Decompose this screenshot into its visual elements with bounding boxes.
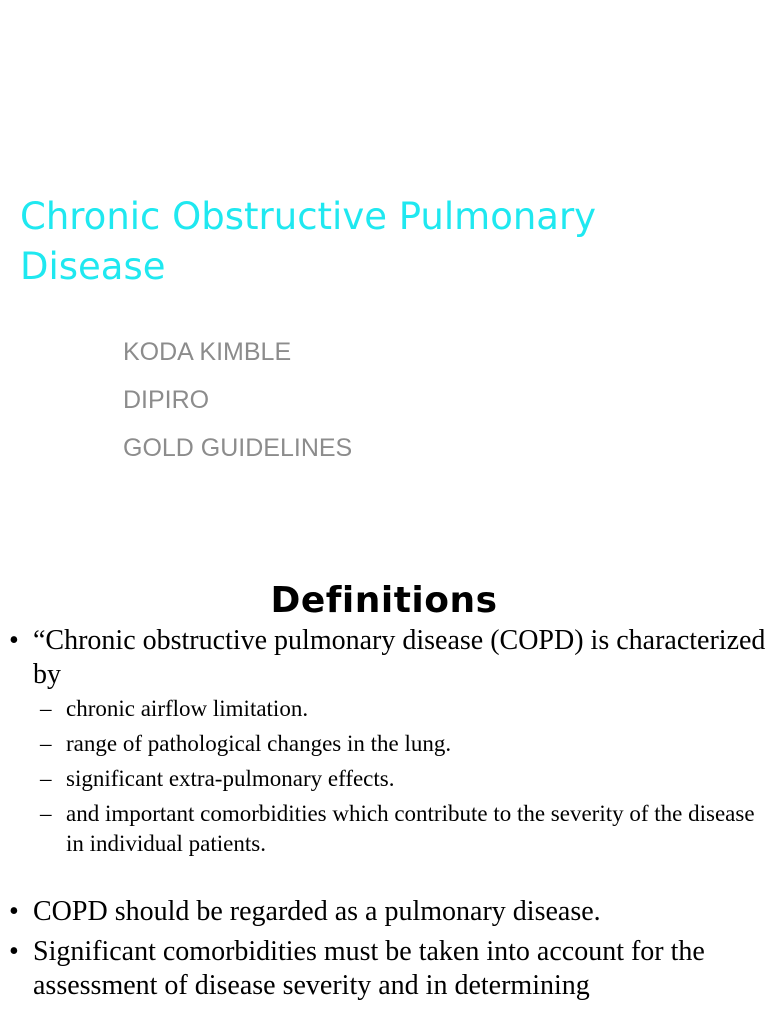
sub-item: [0, 694, 768, 724]
reference-item: GOLD GUIDELINES: [123, 434, 353, 462]
reference-item: KODA KIMBLE: [123, 338, 292, 366]
reference-list: [123, 330, 352, 474]
dash-marker: –: [40, 766, 52, 791]
definitions-body: [0, 624, 768, 1003]
bullet-marker: •: [9, 936, 19, 967]
bullet-marker: •: [9, 625, 19, 656]
sub-item-text: and important comorbidities which contribute to the severity of the disease in individual patients.: [66, 801, 755, 856]
bullet-comorbidities: [0, 935, 768, 1003]
dash-marker: –: [40, 696, 52, 721]
sub-item-text: significant extra-pulmonary effects.: [66, 766, 395, 791]
sub-item: [0, 729, 768, 759]
sub-item: [0, 799, 768, 859]
definitions-slide: [0, 576, 768, 1024]
dash-marker: –: [40, 731, 52, 756]
slide-title: Chronic Obstructive Pulmonary Disease: [20, 195, 597, 288]
definitions-heading: Definitions: [270, 580, 498, 621]
sub-item-text: chronic airflow limitation.: [66, 696, 309, 721]
reference-item: DIPIRO: [123, 386, 210, 414]
sub-item-text: range of pathological changes in the lung.: [66, 731, 452, 756]
characteristics-list: [0, 694, 768, 859]
bullet-text: “Chronic obstructive pulmonary disease (COPD) is characterized by: [33, 625, 766, 690]
bullet-text: COPD should be regarded as a pulmonary disease.: [33, 896, 601, 927]
bullet-text: Significant comorbidities must be taken into account for the assessment of disease severity and in determining: [33, 936, 705, 1001]
bullet-marker: •: [9, 896, 19, 927]
bullet-pulmonary-disease: [0, 895, 768, 929]
sub-item: [0, 764, 768, 794]
dash-marker: –: [40, 801, 52, 826]
bullet-copd-characterized: [0, 624, 768, 692]
